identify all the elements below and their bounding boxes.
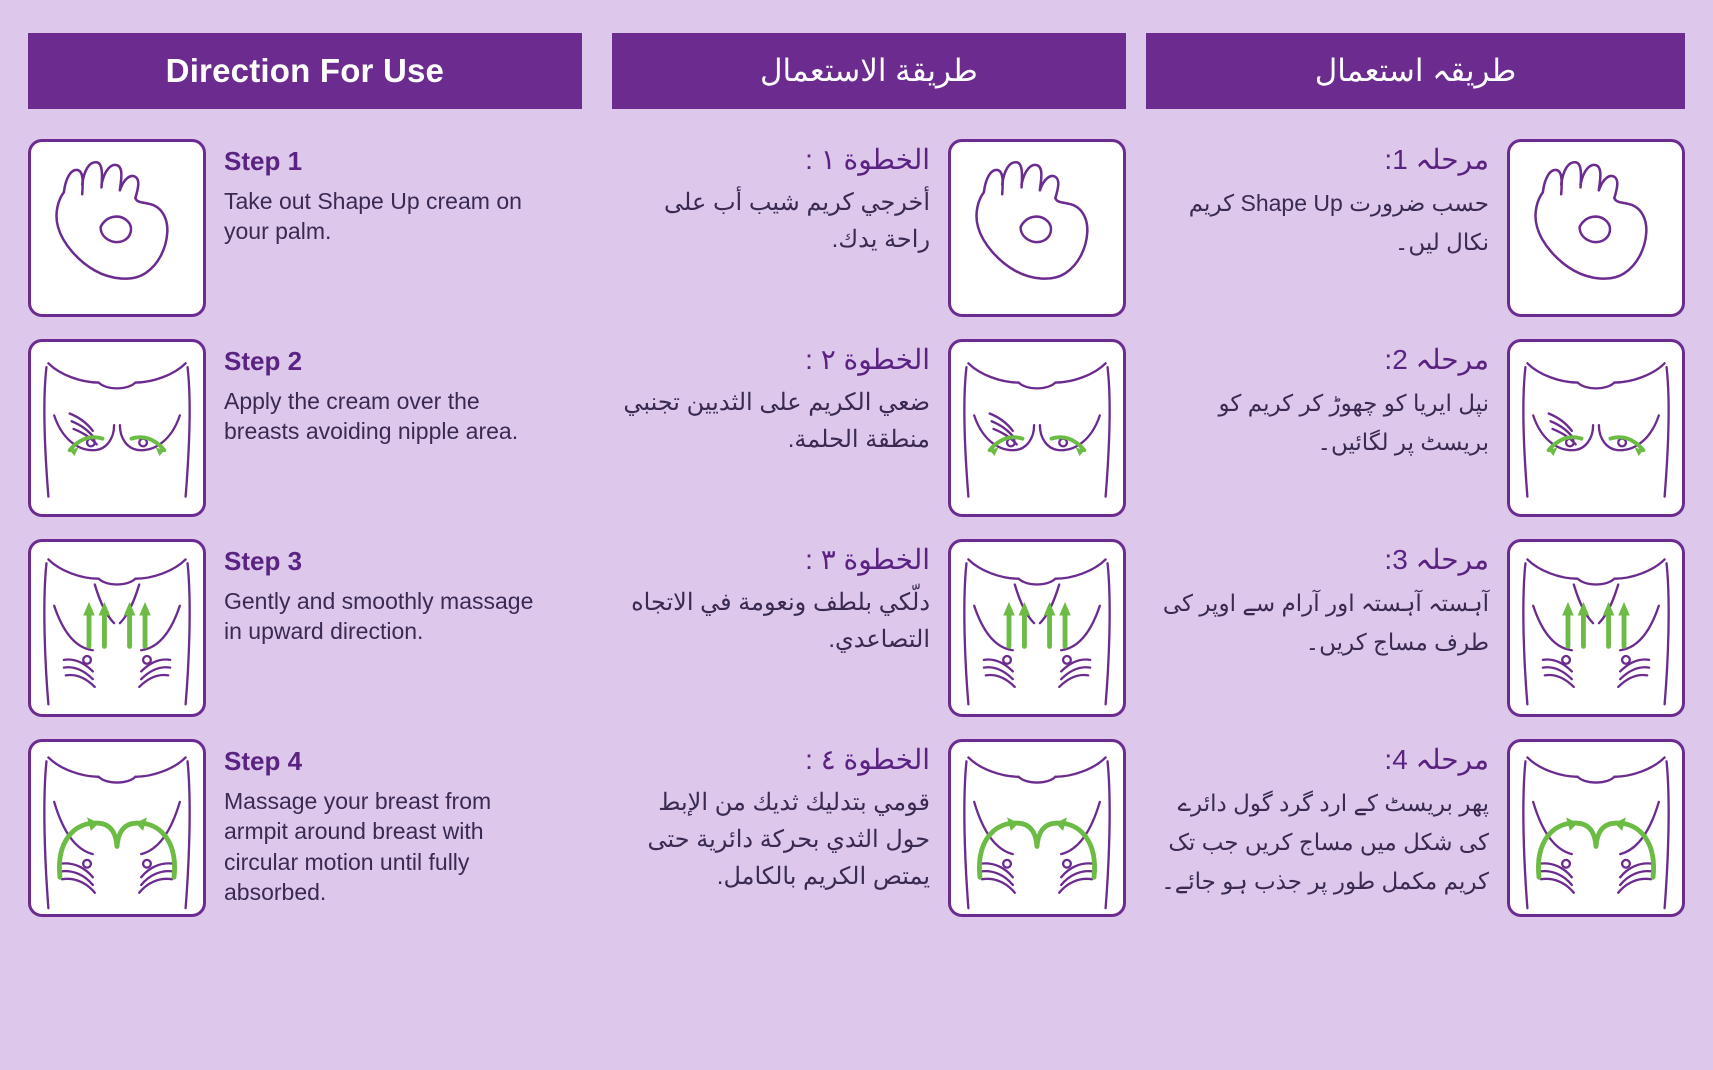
step-body: دلّكي بلطف ونعومة في الاتجاه التصاعدي. (631, 588, 931, 653)
circular-massage-icon (28, 739, 206, 917)
step-body: پھر بریسٹ کے ارد گرد گول دائرے کی شکل میں مساج کریں جب تک کریم مکمل طور پر جذب ہو جائے۔ (1161, 789, 1489, 894)
column-urdu (1146, 33, 1685, 1050)
column-header-urdu: طریقہ استعمال (1146, 33, 1685, 109)
apply-cream-breasts-icon (28, 339, 206, 517)
step-item (1146, 139, 1685, 317)
step-text (1146, 339, 1489, 462)
step-item (1146, 339, 1685, 517)
step-body: Take out Shape Up cream on your palm. (224, 187, 522, 245)
step-text (224, 739, 554, 908)
upward-massage-icon (28, 539, 206, 717)
step-text (612, 139, 930, 258)
step-body: أخرجي كريم شيب أب على راحة يدك. (664, 188, 931, 253)
step-item (612, 539, 1126, 717)
step-item (1146, 539, 1685, 717)
column-header-english: Direction For Use (28, 33, 582, 109)
step-title: الخطوة ٣ : (805, 544, 931, 575)
step-text (1146, 739, 1489, 901)
step-item (28, 339, 582, 517)
step-title: مرحلہ 4: (1384, 744, 1489, 775)
step-title: Step 3 (224, 546, 303, 576)
palm-with-cream-icon (28, 139, 206, 317)
upward-massage-icon (948, 539, 1126, 717)
step-list-arabic (612, 139, 1126, 917)
apply-cream-breasts-icon (948, 339, 1126, 517)
upward-massage-icon (1507, 539, 1685, 717)
step-list-urdu (1146, 139, 1685, 917)
step-body: Apply the cream over the breasts avoiding nipple area. (224, 387, 519, 445)
step-item (612, 739, 1126, 917)
column-arabic (612, 33, 1146, 1050)
step-title: مرحلہ 3: (1384, 544, 1489, 575)
step-title: Step 1 (224, 146, 303, 176)
step-text (1146, 139, 1489, 262)
step-title: الخطوة ١ : (805, 144, 931, 175)
step-title: Step 4 (224, 746, 303, 776)
step-text (612, 339, 930, 458)
circular-massage-icon (1507, 739, 1685, 917)
step-title: الخطوة ٤ : (805, 744, 931, 775)
step-title: الخطوة ٢ : (805, 344, 931, 375)
step-body: ضعي الكريم على الثديين تجنبي منطقة الحلمة. (623, 388, 931, 453)
step-list-english (28, 139, 582, 917)
step-item (28, 739, 582, 917)
step-text (224, 539, 554, 647)
step-body: آہستہ آہستہ اور آرام سے اوپر کی طرف مساج کریں۔ (1162, 589, 1489, 655)
step-text (224, 339, 554, 447)
palm-with-cream-icon (1507, 139, 1685, 317)
step-body: Gently and smoothly massage in upward direction. (224, 587, 534, 645)
step-body: قومي بتدليك ثديك من الإبط حول الثدي بحركة دائرية حتى يمتص الكريم بالكامل. (647, 788, 931, 891)
step-item (28, 139, 582, 317)
step-title: Step 2 (224, 346, 303, 376)
step-title: مرحلہ 1: (1384, 144, 1489, 175)
circular-massage-icon (948, 739, 1126, 917)
step-text (224, 139, 554, 247)
step-item (612, 339, 1126, 517)
step-body: Massage your breast from armpit around breast with circular motion until fully absorbed. (224, 787, 492, 906)
step-item (28, 539, 582, 717)
step-body: حسب ضرورت Shape Up کریم نکال لیں۔ (1188, 189, 1489, 255)
apply-cream-breasts-icon (1507, 339, 1685, 517)
step-title: مرحلہ 2: (1384, 344, 1489, 375)
step-body: نپل ایریا کو چھوڑ کر کریم کو بریسٹ پر لگائیں۔ (1218, 389, 1489, 455)
step-text (612, 739, 930, 895)
step-item (1146, 739, 1685, 917)
column-english (28, 33, 612, 1050)
step-text (612, 539, 930, 658)
column-header-arabic: طريقة الاستعمال (612, 33, 1126, 109)
step-text (1146, 539, 1489, 662)
palm-with-cream-icon (948, 139, 1126, 317)
step-item (612, 139, 1126, 317)
